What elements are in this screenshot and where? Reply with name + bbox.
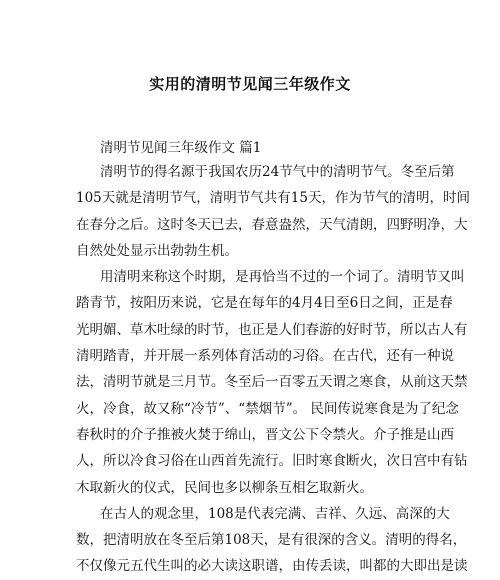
body-text [76, 159, 470, 580]
text-line: 在春分之后。这时冬天已去，春意盎然，天气清朗，四野明净，大 [76, 216, 468, 233]
text-line: 用清明来称这个时期，是再恰当不过的一个词了。清明节又叫 [100, 269, 465, 286]
text-line: 清明节的得名源于我国农历24节气中的清明节气。冬至后第 [100, 164, 455, 180]
document-title: 实用的清明节见闻三年级作文 [149, 75, 351, 93]
section-heading: 清明节见闻三年级作文 篇1 [100, 140, 262, 156]
text-line: 不仅像元五代生叫的必大读这职谱，由传丢读，叫都的大即出是读 [76, 558, 468, 575]
text-line: 105天就是清明节气，清明节气共有15天，作为节气的清明，时间 [76, 190, 470, 207]
text-line: 春秋时的介子推被火焚于绵山，晋文公下令禁火。介子推是山西 [76, 426, 454, 443]
text-line: 法，清明节就是三月节。冬至后一百零五天谓之寒食，从前这天禁 [76, 374, 468, 391]
text-line: 人，所以冷食习俗在山西首先流行。旧时寒食断火，次日宫中有钻 [76, 453, 468, 470]
text-line: 数，把清明放在冬至后第108天，是有很深的含义。清明的得名， [76, 532, 467, 549]
text-line: 火，冷食，故又称“冷节”、“禁烟节”。 民间传说寒食是为了纪念 [76, 400, 459, 417]
text-line: 踏青节，按阳历来说，它是在每年的4月4日至6日之间，正是春 [76, 295, 453, 312]
text-line: 木取新火的仪式，民间也多以柳条互相乞取新火。 [76, 479, 373, 496]
text-line: 光明媚、草木吐绿的时节，也正是人们春游的好时节，所以古人有 [76, 321, 468, 338]
text-line: 在古人的观念里，108是代表完满、吉祥、久远、高深的大 [100, 505, 450, 522]
text-line: 清明踏青，并开展一系列体育活动的习俗。在古代，还有一种说 [76, 348, 454, 365]
text-line: 自然处处显示出勃勃生机。 [76, 242, 238, 259]
